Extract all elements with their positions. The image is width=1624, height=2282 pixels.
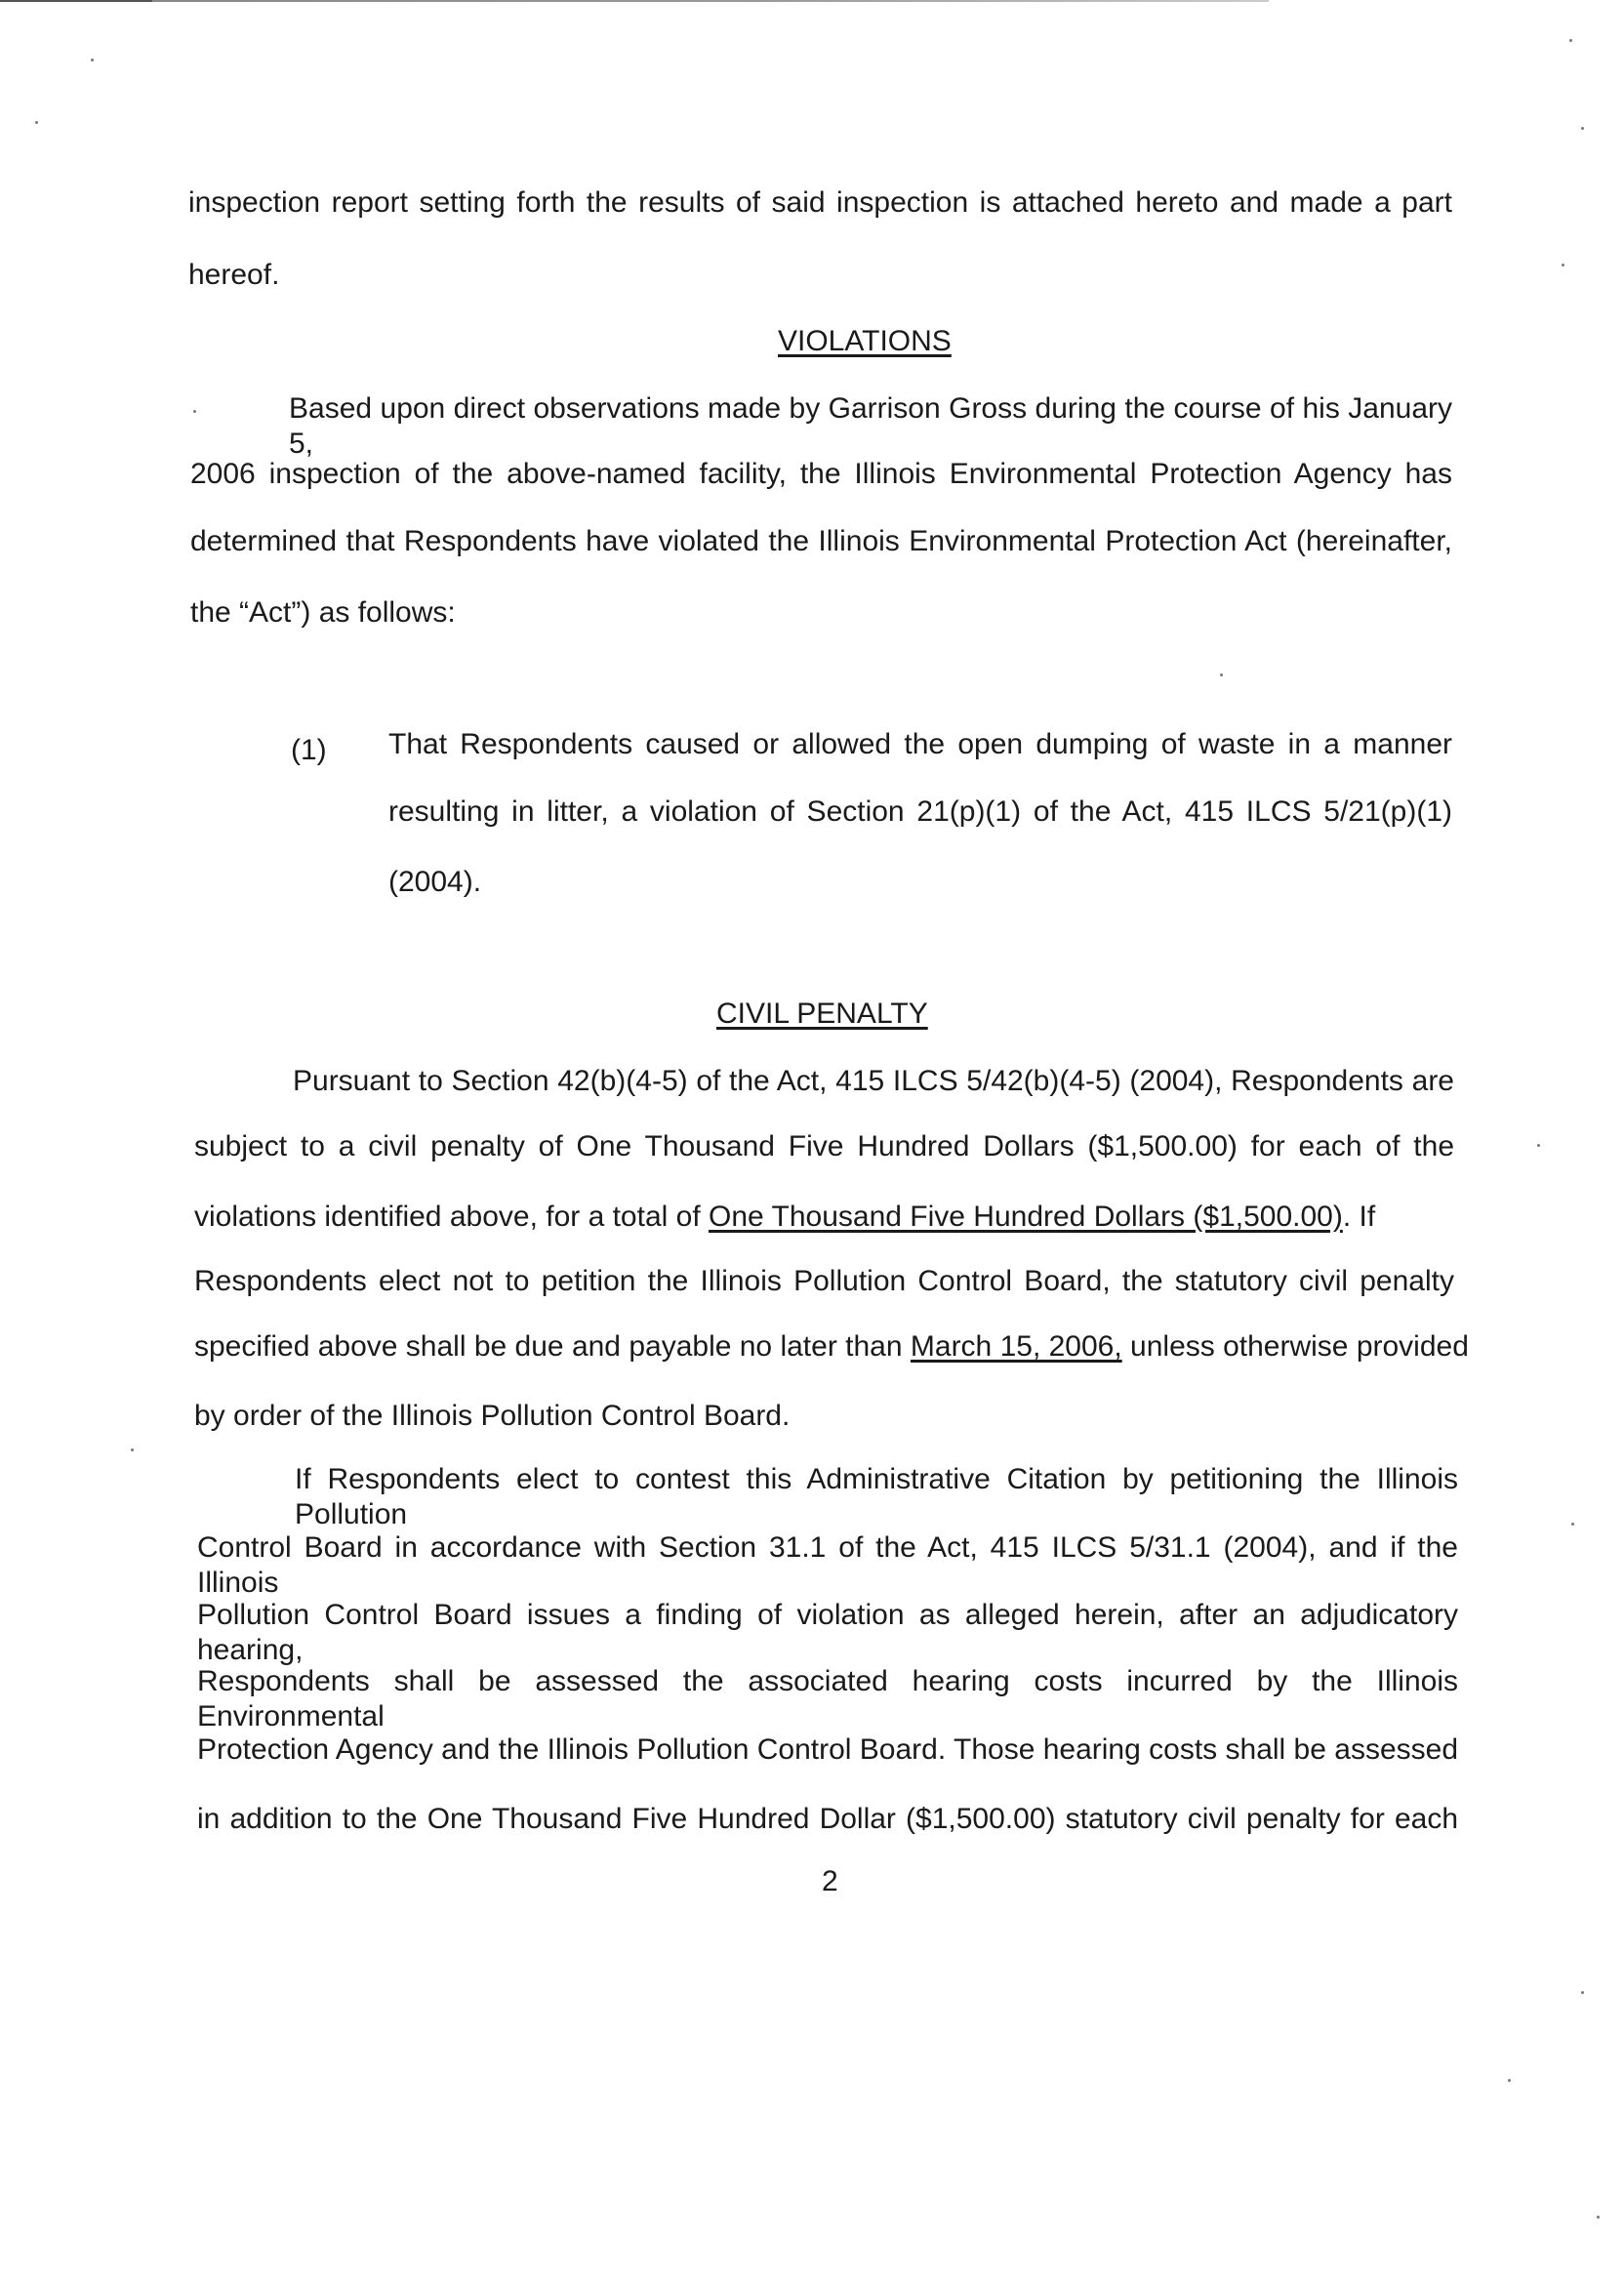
scan-speck [1571, 1523, 1574, 1526]
scan-speck [131, 1448, 134, 1451]
penalty-para-line-2: subject to a civil penalty of One Thousand Five Hundred Dollars ($1,500.00) for each of the [194, 1130, 1454, 1162]
penalty-para-line-6: by order of the Illinois Pollution Control Board. [194, 1400, 791, 1432]
penalty-para-line-5-pre: specified above shall be due and payable no later than [194, 1330, 903, 1363]
scan-speck [35, 121, 38, 124]
scan-speck [1537, 1144, 1540, 1147]
penalty-para-line-4: Respondents elect not to petition the Illinois Pollution Control Board, the statutory civil penalty [194, 1265, 1454, 1297]
violation-item-line-3: (2004). [388, 866, 482, 898]
penalty-total-amount: One Thousand Five Hundred Dollars ($1,500.00) [709, 1201, 1343, 1233]
penalty-due-date: March 15, 2006, [910, 1330, 1122, 1363]
scan-speck [1508, 2079, 1511, 2082]
violations-para-line-4: the “Act”) as follows: [190, 596, 456, 629]
scan-speck [1581, 127, 1584, 130]
violations-heading: VIOLATIONS [778, 325, 952, 357]
violations-para-line-2: 2006 inspection of the above-named facility, the Illinois Environmental Protection Agency has [190, 458, 1452, 490]
scan-speck [1581, 1991, 1584, 1994]
contest-para-line-3: Pollution Control Board issues a finding of violation as alleged herein, after an adjudicatory hearing, [197, 1599, 1458, 1666]
contest-para-line-1: If Respondents elect to contest this Administrative Citation by petitioning the Illinois Pollution [295, 1463, 1458, 1530]
penalty-para-line-3-post: . If [1342, 1201, 1376, 1233]
violation-item-line-2: resulting in litter, a violation of Section 21(p)(1) of the Act, 415 ILCS 5/21(p)(1) [388, 795, 1452, 828]
contest-para-line-2: Control Board in accordance with Section 31.1 of the Act, 415 ILCS 5/31.1 (2004), and if the Illinois [197, 1531, 1458, 1599]
scan-speck [91, 59, 94, 61]
contest-para-line-5: Protection Agency and the Illinois Pollution Control Board. Those hearing costs shall be assessed [197, 1733, 1458, 1766]
contest-para-line-6: in addition to the One Thousand Five Hundred Dollar ($1,500.00) statutory civil penalty for each [197, 1803, 1458, 1835]
intro-line-2: hereof. [188, 259, 280, 291]
violation-item-line-1: That Respondents caused or allowed the open dumping of waste in a manner [388, 728, 1452, 760]
penalty-para-line-5-post: unless otherwise provided [1130, 1330, 1469, 1363]
scan-speck [1569, 39, 1572, 42]
intro-line-1: inspection report setting forth the results of said inspection is attached hereto and made a part [188, 186, 1452, 219]
scan-speck [1562, 264, 1564, 266]
violations-para-line-3: determined that Respondents have violated the Illinois Environmental Protection Act (hereinafter, [190, 525, 1452, 557]
scan-speck [193, 410, 196, 413]
civil-penalty-heading: CIVIL PENALTY [716, 998, 928, 1030]
penalty-para-line-5 [194, 1329, 1469, 1365]
penalty-para-line-3 [194, 1200, 1375, 1235]
violation-item-number: (1) [291, 734, 327, 766]
violations-para-line-1: Based upon direct observations made by Garrison Gross during the course of his January 5, [289, 392, 1452, 460]
scan-speck [1220, 673, 1223, 676]
contest-para-line-4: Respondents shall be assessed the associated hearing costs incurred by the Illinois Environmental [197, 1665, 1458, 1732]
scan-top-rule [0, 0, 1269, 2]
page-number: 2 [822, 1865, 838, 1897]
penalty-para-line-3-pre: violations identified above, for a total of [194, 1201, 701, 1233]
penalty-para-line-1: Pursuant to Section 42(b)(4-5) of the Act, 415 ILCS 5/42(b)(4-5) (2004), Respondents are [293, 1065, 1454, 1097]
scan-speck [1597, 2216, 1600, 2219]
